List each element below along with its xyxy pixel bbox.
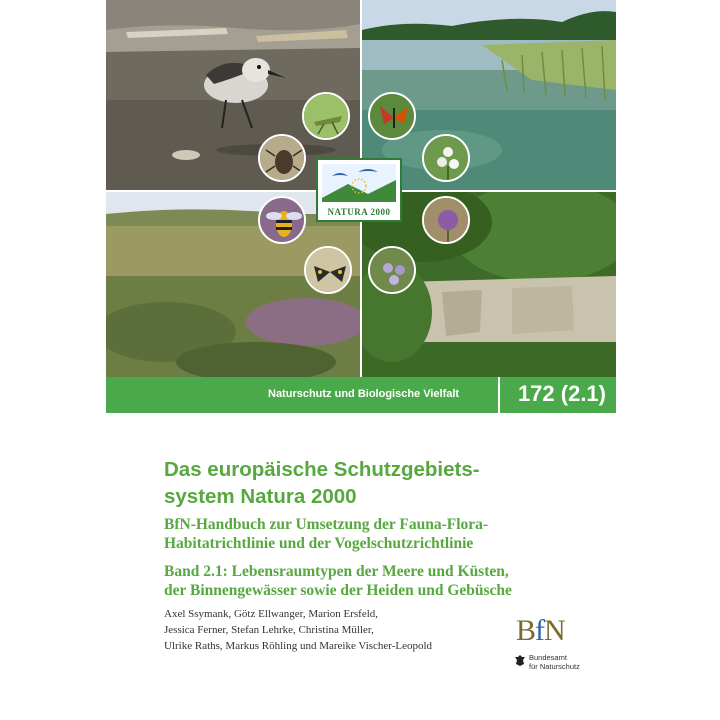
wasp-photo bbox=[258, 196, 306, 244]
natura-logo-text: NATURA 2000 bbox=[327, 207, 391, 217]
photo-collage bbox=[106, 0, 616, 377]
moth-photo bbox=[304, 246, 352, 294]
bfn-name bbox=[529, 653, 580, 671]
flower-photo bbox=[368, 246, 416, 294]
volume-title-line: der Binnengewässer sowie der Heiden und Gebüsche bbox=[164, 582, 512, 599]
book-subtitle bbox=[164, 515, 604, 553]
book-title bbox=[164, 456, 584, 510]
book-cover bbox=[106, 0, 616, 720]
book-title-line: system Natura 2000 bbox=[164, 485, 357, 508]
series-title: Naturschutz und Biologische Vielfalt bbox=[268, 388, 460, 400]
bfn-logo bbox=[506, 614, 596, 674]
book-subtitle-line: BfN-Handbuch zur Umsetzung der Fauna-Flora- bbox=[164, 516, 489, 533]
bfn-name-line: für Naturschutz bbox=[529, 662, 580, 671]
federal-eagle-icon bbox=[514, 654, 526, 667]
thistle-photo bbox=[422, 196, 470, 244]
beetle-photo bbox=[258, 134, 306, 182]
orchid-photo bbox=[422, 134, 470, 182]
series-number: 172 (2.1) bbox=[517, 381, 606, 406]
volume-title-line: Band 2.1: Lebensraumtypen der Meere und Küsten, bbox=[164, 563, 509, 580]
bfn-name-line: Bundesamt bbox=[529, 653, 567, 662]
book-title-line: Das europäische Schutzgebiets- bbox=[164, 458, 480, 481]
author-line: Axel Ssymank, Götz Ellwanger, Marion Ersfeld, bbox=[164, 608, 379, 620]
natura-2000-logo bbox=[316, 158, 402, 222]
book-subtitle-line: Habitatrichtlinie und der Vogelschutzrichtlinie bbox=[164, 535, 474, 552]
bfn-logo-letter: N bbox=[544, 614, 565, 647]
series-band-divider bbox=[498, 377, 500, 413]
bfn-logo-mark bbox=[516, 614, 565, 648]
author-line: Ulrike Raths, Markus Röhling und Mareike Vischer-Leopold bbox=[164, 640, 433, 652]
butterfly-photo bbox=[368, 92, 416, 140]
author-list bbox=[164, 606, 494, 654]
grasshopper-photo bbox=[302, 92, 350, 140]
volume-title bbox=[164, 562, 614, 600]
author-line: Jessica Ferner, Stefan Lehrke, Christina Müller, bbox=[164, 624, 374, 636]
series-band bbox=[106, 377, 616, 413]
bfn-logo-letter: f bbox=[535, 614, 545, 647]
bfn-logo-letter: B bbox=[516, 614, 536, 647]
